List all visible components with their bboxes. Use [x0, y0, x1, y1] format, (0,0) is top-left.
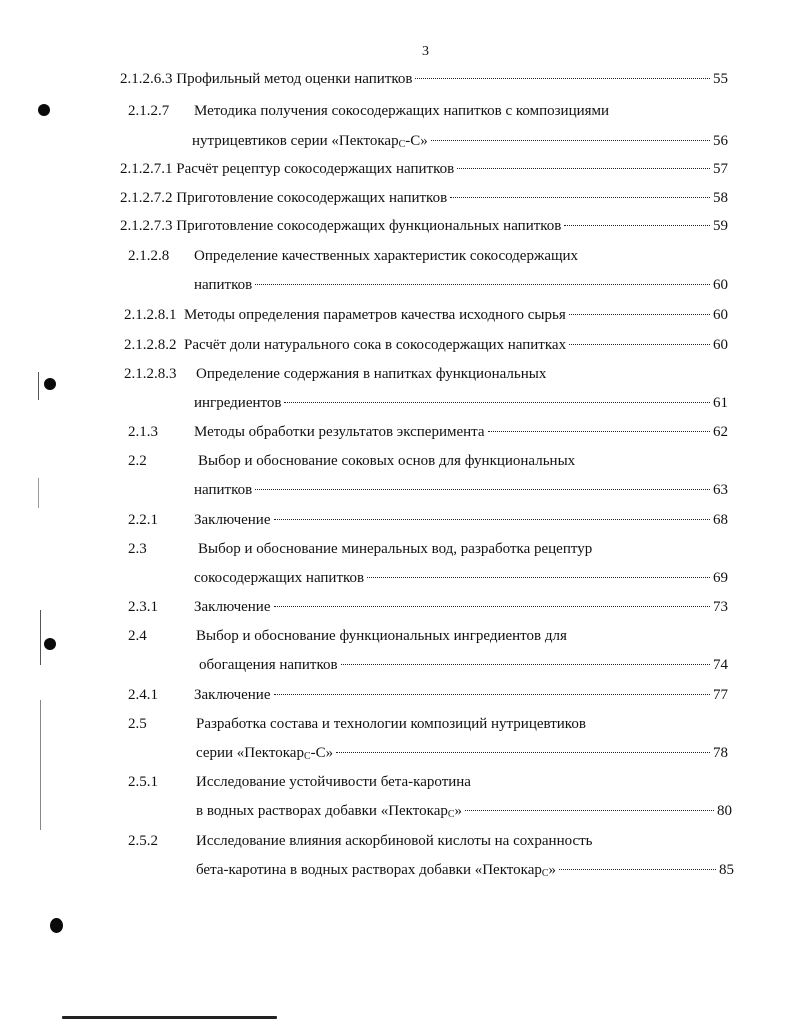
toc-entry-2-5-2-line2 [196, 860, 734, 880]
toc-number: 2.1.2.7.2 [120, 190, 173, 206]
toc-title-line1: Выбор и обоснование функциональных ингредиентов для [196, 628, 567, 644]
toc-entry-2-5-2 [128, 831, 728, 851]
toc-entry-2-1-2-7-2 [120, 188, 728, 208]
toc-number: 2.2 [128, 453, 147, 469]
toc-leader-dots [255, 284, 710, 285]
margin-scan-line [38, 372, 39, 400]
toc-page: 55 [713, 71, 728, 87]
toc-title-line2: напитков [194, 277, 253, 293]
toc-entry-2-1-2-8 [128, 246, 728, 266]
toc-leader-dots [488, 431, 710, 432]
toc-leader-dots [336, 752, 710, 753]
toc-page: 68 [713, 512, 728, 528]
toc-page: 60 [713, 337, 728, 353]
toc-title-line1: Исследование устойчивости бета-каротина [196, 774, 471, 790]
toc-page: 60 [713, 307, 728, 323]
toc-title: Заключение [194, 599, 271, 615]
margin-scan-line [40, 610, 41, 665]
toc-entry-2-1-3 [128, 422, 728, 442]
toc-entry-2-5 [128, 714, 728, 734]
toc-number: 2.1.2.8 [128, 248, 170, 264]
toc-page: 62 [713, 424, 728, 440]
toc-title-line1: Выбор и обоснование соковых основ для функциональных [198, 453, 576, 469]
toc-title-line2: серии «Пектокар$_С$-С» [196, 745, 334, 762]
toc-entry-2-1-2-7-1 [120, 159, 728, 179]
toc-page: 58 [713, 190, 728, 206]
toc-page: 80 [717, 803, 732, 819]
toc-leader-dots [564, 225, 710, 226]
toc-entry-2-2 [128, 451, 728, 471]
toc-page: 85 [719, 862, 734, 878]
toc-page: 74 [713, 657, 728, 673]
toc-page: 63 [713, 482, 728, 498]
toc-page: 57 [713, 161, 728, 177]
toc-title: Заключение [194, 512, 271, 528]
toc-entry-2-1-2-6-3 [120, 69, 728, 89]
toc-title: Заключение [194, 687, 271, 703]
toc-page: 61 [713, 395, 728, 411]
toc-number: 2.4 [128, 628, 147, 644]
toc-number: 2.1.3 [128, 424, 158, 440]
toc-title-line2: ингредиентов [194, 395, 282, 411]
toc-entry-2-1-2-7 [128, 101, 728, 121]
toc-page: 73 [713, 599, 728, 615]
margin-scan-line [40, 700, 41, 830]
toc-number: 2.2.1 [128, 512, 158, 528]
toc-leader-dots [341, 664, 710, 665]
toc-title: Профильный метод оценки напитков [176, 71, 413, 87]
toc-leader-dots [255, 489, 710, 490]
margin-scan-line [38, 478, 39, 508]
toc-entry-2-4-1 [128, 685, 728, 705]
toc-title-line1: Разработка состава и технологии композиций нутрицевтиков [196, 716, 586, 732]
toc-title: Методы определения параметров качества исходного сырья [184, 307, 566, 323]
toc-entry-2-1-2-8-2 [124, 335, 728, 355]
punch-hole-mark [44, 378, 56, 390]
toc-leader-dots [569, 344, 710, 345]
toc-number: 2.4.1 [128, 687, 158, 703]
toc-leader-dots [431, 140, 710, 141]
toc-title-line2: напитков [194, 482, 253, 498]
toc-leader-dots [457, 168, 710, 169]
toc-entry-2-2-1 [128, 510, 728, 530]
toc-page: 69 [713, 570, 728, 586]
toc-title-line1: Выбор и обоснование минеральных вод, разработка рецептур [198, 541, 593, 557]
toc-title-line2: бета-каротина в водных растворах добавки «Пектокар$_С$» [196, 862, 557, 879]
toc-number: 2.3 [128, 541, 147, 557]
toc-entry-2-3 [128, 539, 728, 559]
toc-title: Приготовление сокосодержащих функциональных напитков [176, 218, 562, 234]
toc-number: 2.5 [128, 716, 147, 732]
toc-title-line1: Определение содержания в напитках функциональных [196, 366, 547, 382]
toc-page: 56 [713, 133, 728, 149]
toc-entry-2-5-line2 [196, 743, 728, 763]
toc-entry-2-1-2-8-3-line2 [194, 393, 728, 413]
toc-number: 2.1.2.6.3 [120, 71, 173, 87]
toc-leader-dots [450, 197, 710, 198]
toc-leader-dots [274, 606, 711, 607]
toc-title: Методы обработки результатов эксперимента [194, 424, 485, 440]
toc-entry-2-1-2-8-line2 [194, 275, 728, 295]
toc-page: 60 [713, 277, 728, 293]
toc-entry-2-1-2-7-line2 [192, 131, 728, 151]
toc-number: 2.1.2.7 [128, 103, 170, 119]
toc-number: 2.5.2 [128, 833, 158, 849]
bottom-scan-line [62, 1016, 277, 1019]
toc-title-line2: в водных растворах добавки «Пектокар$_С$» [196, 803, 463, 820]
toc-title-line2: нутрицевтиков серии «Пектокар$_С$-С» [192, 133, 428, 150]
toc-title-line2: сокосодержащих напитков [194, 570, 365, 586]
toc-title-line1: Исследование влияния аскорбиновой кислоты на сохранность [196, 833, 593, 849]
toc-leader-dots [274, 519, 711, 520]
toc-number: 2.1.2.8.1 [124, 307, 177, 323]
toc-page: 78 [713, 745, 728, 761]
toc-entry-2-3-line2 [194, 568, 728, 588]
toc-title-line1: Определение качественных характеристик сокосодержащих [194, 248, 579, 264]
toc-entry-2-1-2-7-3 [120, 216, 728, 236]
punch-hole-mark [38, 104, 50, 116]
toc-entry-2-2-line2 [194, 480, 728, 500]
toc-title-line2: обогащения напитков [199, 657, 338, 673]
toc-number: 2.1.2.7.1 [120, 161, 173, 177]
toc-entry-2-1-2-8-1 [124, 305, 728, 325]
toc-entry-2-4 [128, 626, 728, 646]
toc-leader-dots [284, 402, 710, 403]
toc-number: 2.1.2.7.3 [120, 218, 173, 234]
punch-hole-mark [44, 638, 56, 650]
toc-leader-dots [367, 577, 710, 578]
page-number: 3 [422, 44, 429, 59]
toc-number: 2.1.2.8.2 [124, 337, 177, 353]
toc-number: 2.5.1 [128, 774, 158, 790]
toc-title-line1: Методика получения сокосодержащих напитков с композициями [194, 103, 610, 119]
toc-leader-dots [559, 869, 716, 870]
toc-leader-dots [465, 810, 714, 811]
toc-entry-2-4-line2 [199, 655, 728, 675]
toc-number: 2.1.2.8.3 [124, 366, 177, 382]
toc-leader-dots [569, 314, 710, 315]
toc-entry-2-5-1 [128, 772, 728, 792]
toc-leader-dots [415, 78, 710, 79]
toc-title: Расчёт рецептур сокосодержащих напитков [176, 161, 455, 177]
toc-entry-2-3-1 [128, 597, 728, 617]
toc-number: 2.3.1 [128, 599, 158, 615]
punch-hole-mark [50, 918, 63, 933]
toc-leader-dots [274, 694, 711, 695]
toc-title: Приготовление сокосодержащих напитков [176, 190, 448, 206]
toc-entry-2-1-2-8-3 [124, 364, 728, 384]
toc-entry-2-5-1-line2 [196, 801, 732, 821]
toc-page: 59 [713, 218, 728, 234]
toc-page: 77 [713, 687, 728, 703]
toc-title: Расчёт доли натурального сока в сокосодержащих напитках [184, 337, 567, 353]
